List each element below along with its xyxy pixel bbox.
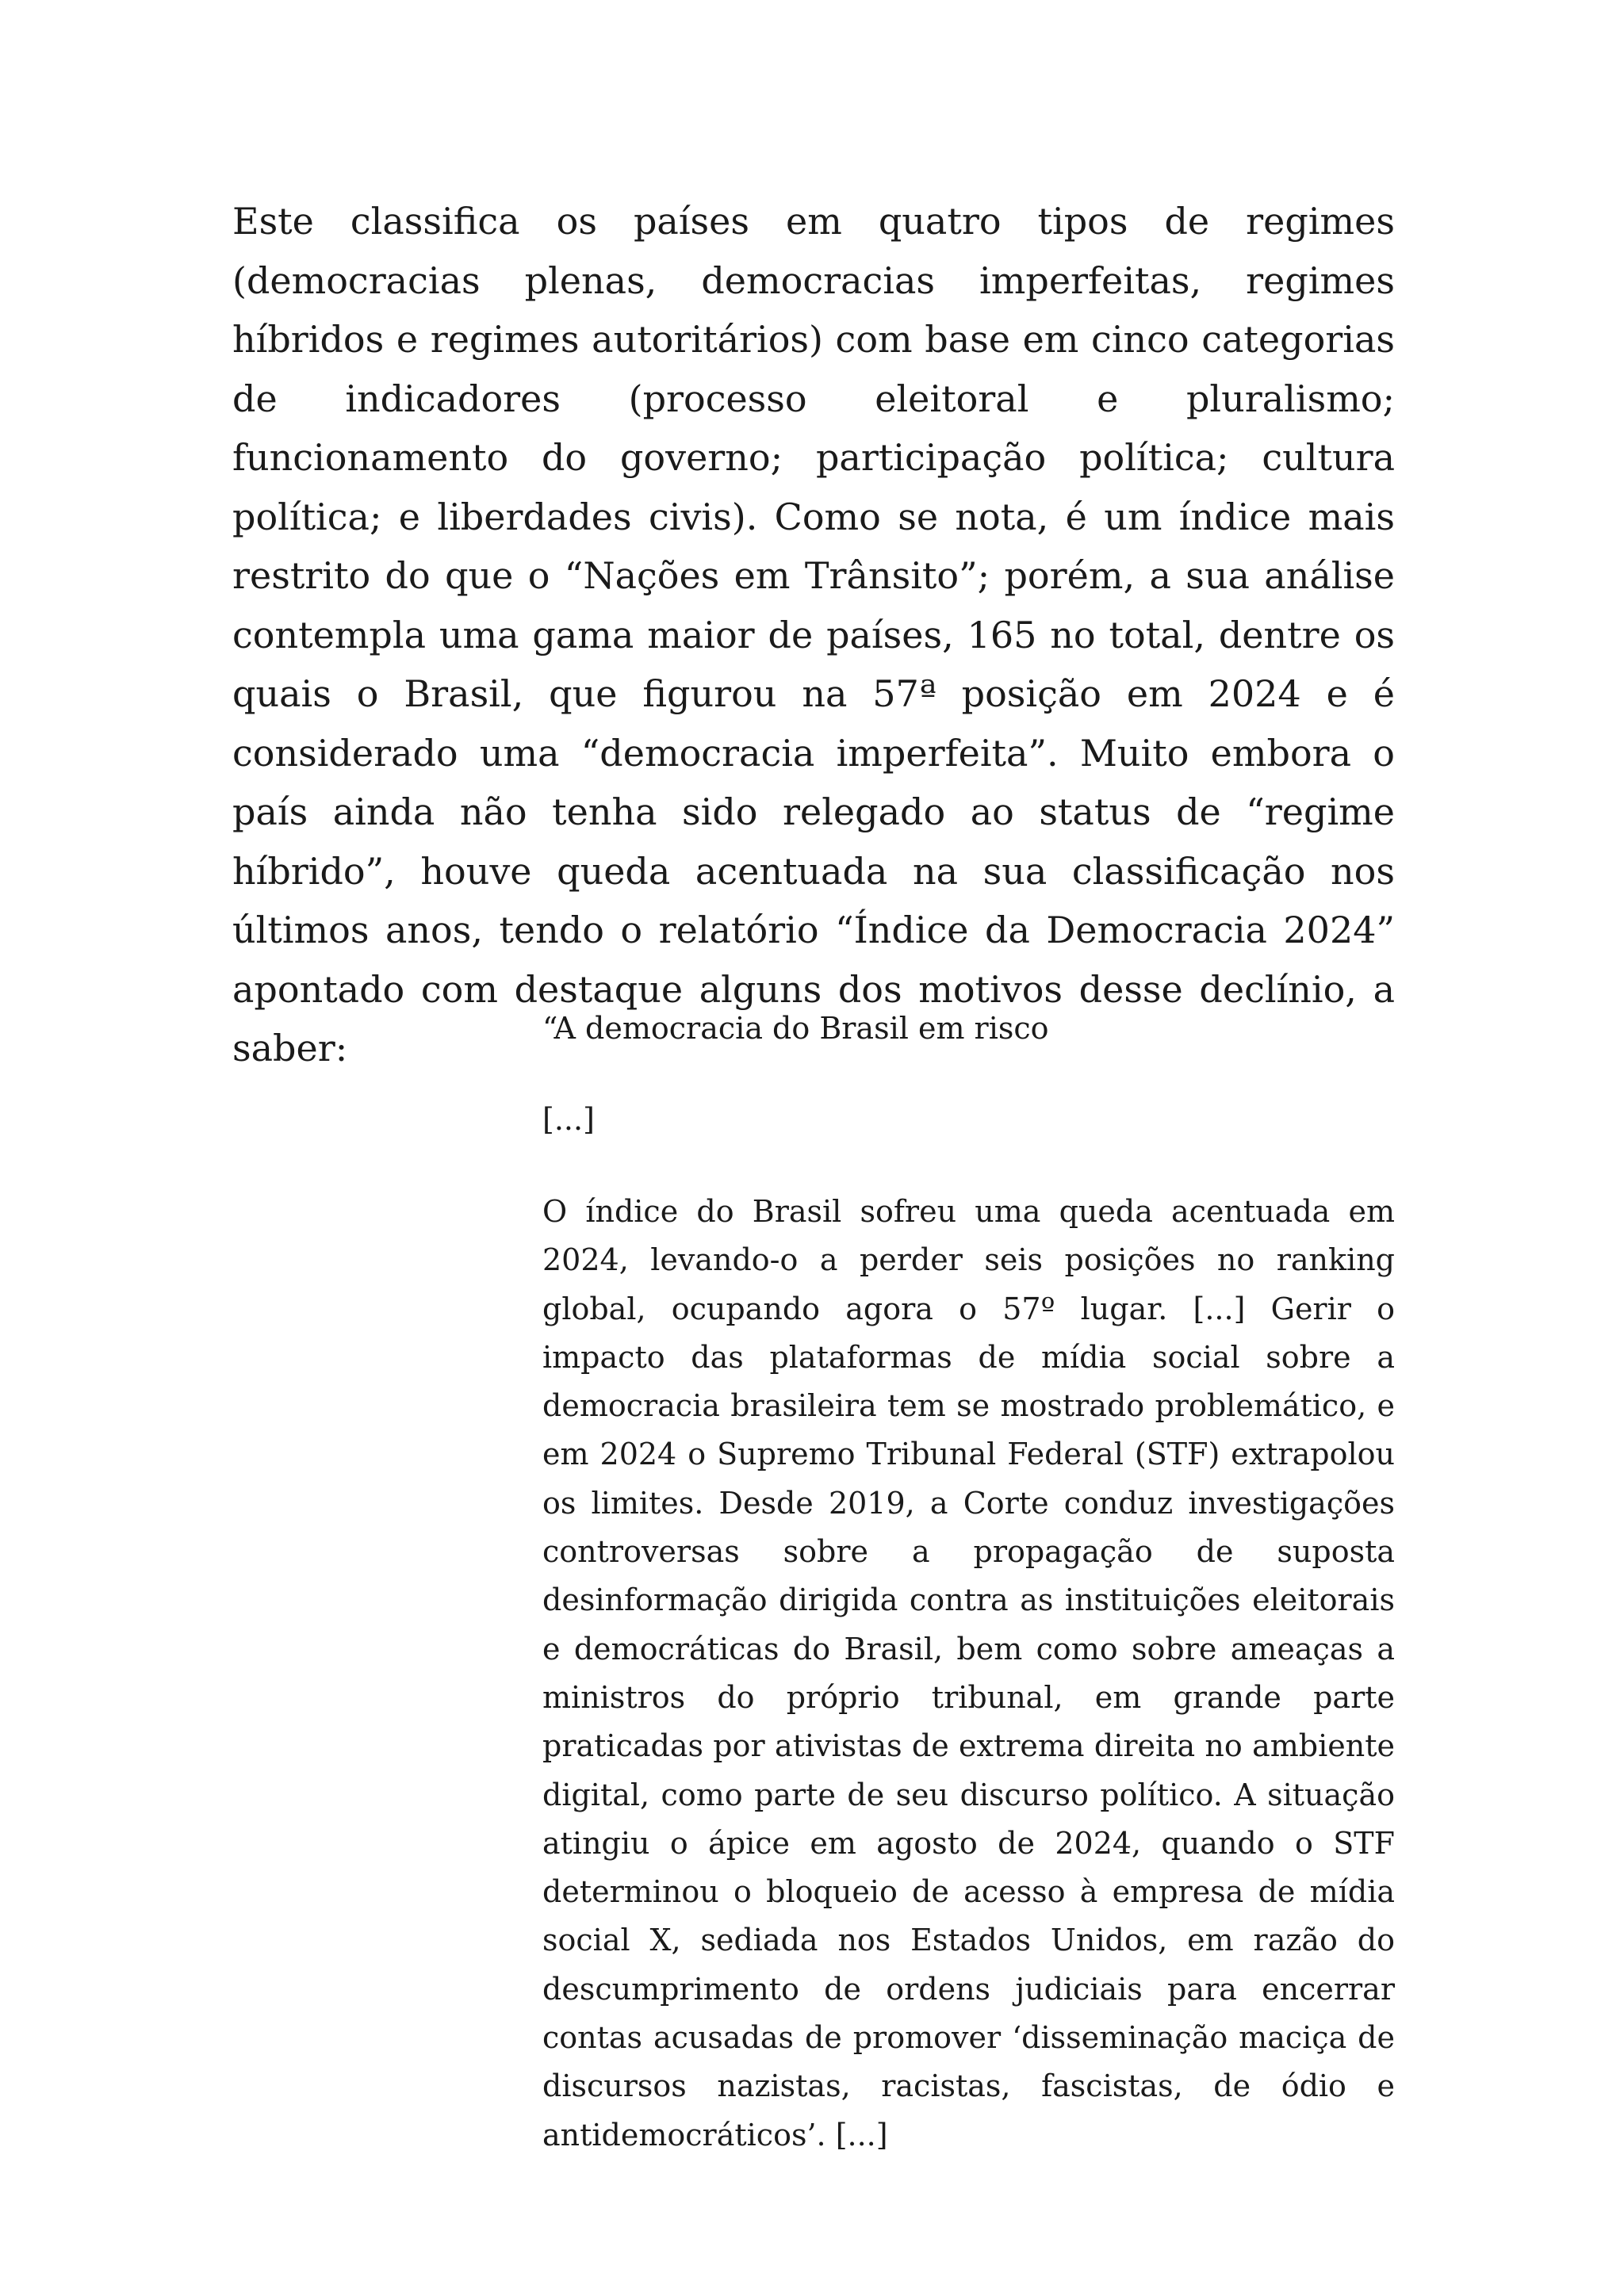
quote-ellipsis: [...]	[542, 1102, 595, 1137]
quote-title: “A democracia do Brasil em risco	[542, 1011, 1049, 1046]
main-paragraph: Este classifica os países em quatro tipos de regimes (democracias plenas, democracias imperfeitas, regimes híbridos e regimes autoritários) com base em cinco categorias de indicadores (processo eleitoral e pluralismo; funcionamento do governo; participação política; cultura política; e liberdades civis). Como se nota, é um índice mais restrito do que o “Nações em Trânsito”; porém, a sua análise contempla uma gama maior de países, 165 no total, dentre os quais o Brasil, que figurou na 57ª posição em 2024 e é considerado uma “democracia imperfeita”. Muito embora o país ainda não tenha sido relegado ao status de “regime híbrido”, houve queda acentuada na sua classificação nos últimos anos, tendo o relatório “Índice da Democracia 2024” apontado com destaque alguns dos motivos desse declínio, a saber:	[232, 200, 1395, 1070]
block-quote: O índice do Brasil sofreu uma queda acentuada em 2024, levando-o a perder seis posições no ranking global, ocupando agora o 57º lugar. [...] Gerir o impacto das plataformas de mídia social sobre a democracia brasileira tem se mostrado problemático, e em 2024 o Supremo Tribunal Federal (STF) extrapolou os limites. Desde 2019, a Corte conduz investigações controversas sobre a propagação de suposta desinformação dirigida contra as instituições eleitorais e democráticas do Brasil, bem como sobre ameaças a ministros do próprio tribunal, em grande parte praticadas por ativistas de extrema direita no ambiente digital, como parte de seu discurso político. A situação atingiu o ápice em agosto de 2024, quando o STF determinou o bloqueio de acesso à empresa de mídia social X, sediada nos Estados Unidos, em razão do descumprimento de ordens judiciais para encerrar contas acusadas de promover ‘disseminação maciça de discursos nazistas, racistas, fascistas, de ódio e antidemocráticos’. [...]	[542, 1194, 1395, 2152]
